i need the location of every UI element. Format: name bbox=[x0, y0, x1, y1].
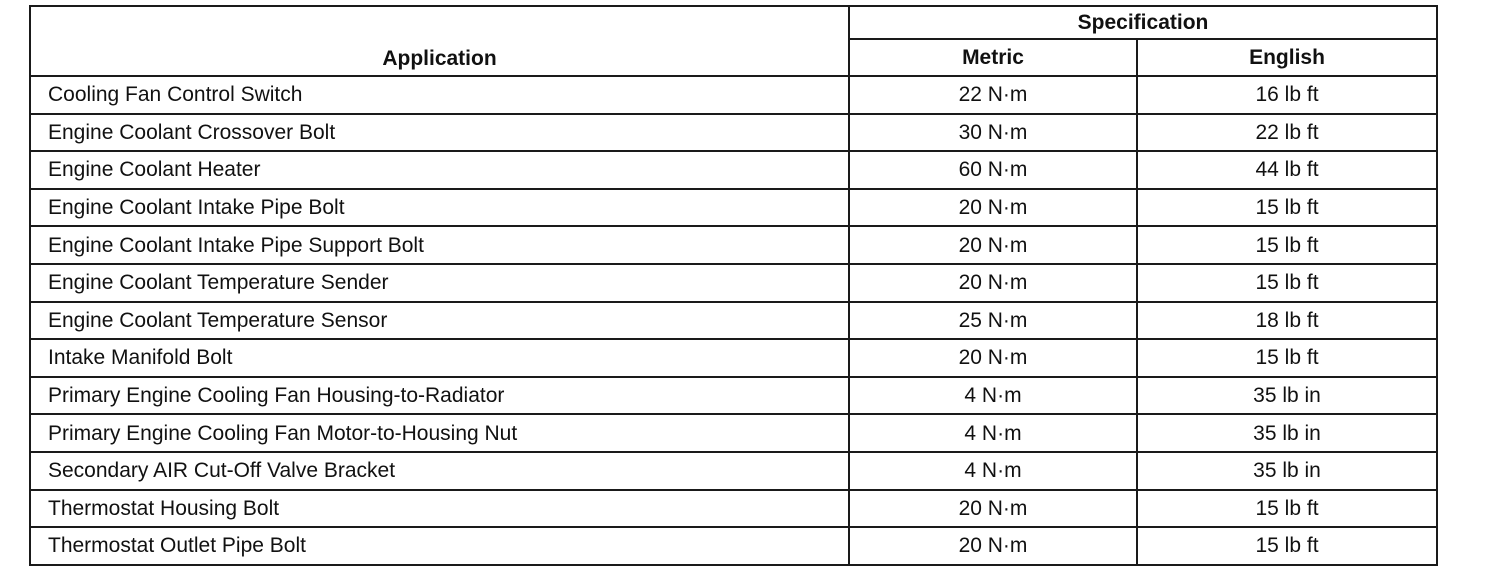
column-header-specification: Specification bbox=[849, 6, 1437, 39]
metric-value-cell: 4 N·m bbox=[849, 377, 1137, 415]
english-value-cell: 44 lb ft bbox=[1137, 151, 1437, 189]
metric-value-cell: 20 N·m bbox=[849, 527, 1137, 565]
table-row bbox=[30, 302, 1437, 340]
table-row bbox=[30, 151, 1437, 189]
application-cell: Intake Manifold Bolt bbox=[30, 339, 849, 377]
table-row bbox=[30, 377, 1437, 415]
column-header-english: English bbox=[1137, 39, 1437, 76]
english-value-cell: 15 lb ft bbox=[1137, 264, 1437, 302]
table-row bbox=[30, 226, 1437, 264]
english-value-cell: 15 lb ft bbox=[1137, 226, 1437, 264]
metric-value-cell: 30 N·m bbox=[849, 114, 1137, 152]
table-row bbox=[30, 527, 1437, 565]
metric-value-cell: 20 N·m bbox=[849, 339, 1137, 377]
english-value-cell: 35 lb in bbox=[1137, 377, 1437, 415]
application-cell: Engine Coolant Intake Pipe Support Bolt bbox=[30, 226, 849, 264]
metric-value-cell: 4 N·m bbox=[849, 452, 1137, 490]
metric-value-cell: 20 N·m bbox=[849, 490, 1137, 528]
metric-value-cell: 4 N·m bbox=[849, 414, 1137, 452]
table-row bbox=[30, 490, 1437, 528]
metric-value-cell: 20 N·m bbox=[849, 189, 1137, 227]
application-cell: Secondary AIR Cut-Off Valve Bracket bbox=[30, 452, 849, 490]
english-value-cell: 35 lb in bbox=[1137, 452, 1437, 490]
english-value-cell: 15 lb ft bbox=[1137, 339, 1437, 377]
application-cell: Engine Coolant Intake Pipe Bolt bbox=[30, 189, 849, 227]
table-row bbox=[30, 264, 1437, 302]
english-value-cell: 16 lb ft bbox=[1137, 76, 1437, 114]
table-row bbox=[30, 452, 1437, 490]
metric-value-cell: 25 N·m bbox=[849, 302, 1137, 340]
english-value-cell: 35 lb in bbox=[1137, 414, 1437, 452]
metric-value-cell: 60 N·m bbox=[849, 151, 1137, 189]
application-cell: Primary Engine Cooling Fan Motor-to-Housing Nut bbox=[30, 414, 849, 452]
english-value-cell: 15 lb ft bbox=[1137, 527, 1437, 565]
table-row bbox=[30, 339, 1437, 377]
application-cell: Engine Coolant Heater bbox=[30, 151, 849, 189]
table-row bbox=[30, 76, 1437, 114]
english-value-cell: 18 lb ft bbox=[1137, 302, 1437, 340]
torque-specification-table bbox=[29, 5, 1438, 566]
metric-value-cell: 20 N·m bbox=[849, 264, 1137, 302]
metric-value-cell: 20 N·m bbox=[849, 226, 1137, 264]
table-row bbox=[30, 114, 1437, 152]
english-value-cell: 22 lb ft bbox=[1137, 114, 1437, 152]
application-cell: Cooling Fan Control Switch bbox=[30, 76, 849, 114]
english-value-cell: 15 lb ft bbox=[1137, 490, 1437, 528]
application-cell: Thermostat Outlet Pipe Bolt bbox=[30, 527, 849, 565]
application-cell: Primary Engine Cooling Fan Housing-to-Radiator bbox=[30, 377, 849, 415]
english-value-cell: 15 lb ft bbox=[1137, 189, 1437, 227]
table-row bbox=[30, 414, 1437, 452]
application-cell: Thermostat Housing Bolt bbox=[30, 490, 849, 528]
application-cell: Engine Coolant Temperature Sensor bbox=[30, 302, 849, 340]
metric-value-cell: 22 N·m bbox=[849, 76, 1137, 114]
application-cell: Engine Coolant Crossover Bolt bbox=[30, 114, 849, 152]
application-cell: Engine Coolant Temperature Sender bbox=[30, 264, 849, 302]
column-header-application: Application bbox=[30, 6, 849, 76]
table-row bbox=[30, 189, 1437, 227]
column-header-metric: Metric bbox=[849, 39, 1137, 76]
